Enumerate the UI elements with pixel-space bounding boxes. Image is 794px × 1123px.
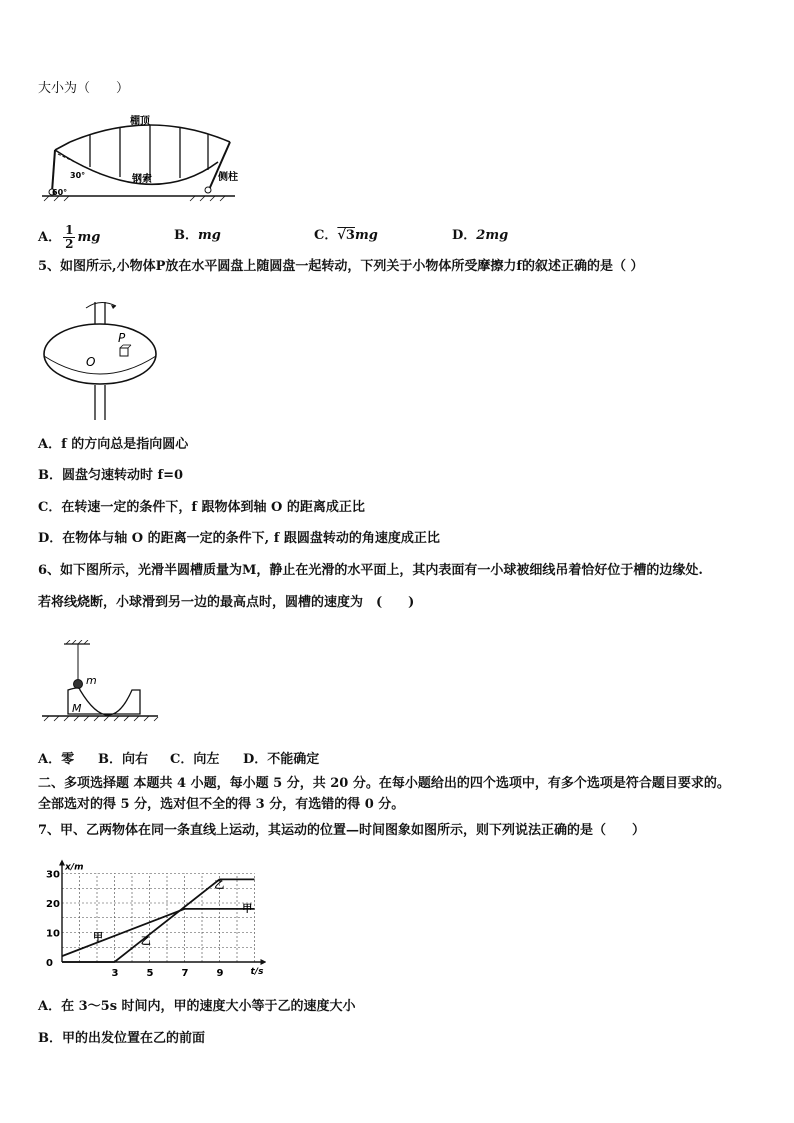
m-label: m xyxy=(86,674,97,687)
M-label: M xyxy=(72,702,82,715)
q5-disk-figure xyxy=(40,292,164,424)
q4-tail: 大小为（ ） xyxy=(38,81,130,96)
q4-option-c[interactable]: C．√3mg xyxy=(314,228,378,243)
q7-option-b[interactable]: B．甲的出发位置在乙的前面 xyxy=(38,1031,205,1046)
pillar-label: 侧柱 xyxy=(218,172,238,183)
x-tick-label: 3 xyxy=(111,968,119,979)
q4-canopy-figure xyxy=(40,112,260,204)
q6-stem-line1: 6、如下图所示，光滑半圆槽质量为M，静止在光滑的水平面上，其内表面有一小球被细线吊着恰好位于槽的边缘处. xyxy=(38,563,703,578)
q6-option-a[interactable]: A．零 xyxy=(38,752,75,767)
q6-stem-line2: 若将线烧断，小球滑到另一边的最高点时，圆槽的速度为 ( ) xyxy=(38,595,415,610)
cable-label: 钢索 xyxy=(132,174,152,185)
q6-groove-figure xyxy=(40,640,160,724)
y-tick-label: 20 xyxy=(46,899,60,910)
q5-stem: 5、如图所示,小物体P放在水平圆盘上随圆盘一起转动，下列关于小物体所受摩擦力f的叙述正确的是（ ） xyxy=(38,259,644,274)
series-label-jia-end: 甲 xyxy=(242,903,253,915)
q5-option-d[interactable]: D．在物体与轴 O 的距离一定的条件下, f 跟圆盘转动的角速度成正比 xyxy=(38,531,440,546)
y-tick-label: 10 xyxy=(46,928,60,940)
q5-option-c[interactable]: C．在转速一定的条件下，f 跟物体到轴 O 的距离成正比 xyxy=(38,500,365,515)
q4-option-a[interactable]: A． $\frac{1}{2}$ mg xyxy=(38,223,101,251)
x-tick-label: 5 xyxy=(146,968,154,979)
section2-line1: 二、多项选择题 本题共 4 小题，每小题 5 分，共 20 分。在每小题给出的四个选项中，有多个选项是符合题目要求的。 xyxy=(38,776,730,791)
q7-option-a[interactable]: A．在 3～5s 时间内，甲的速度大小等于乙的速度大小 xyxy=(38,999,356,1014)
q7-position-time-chart xyxy=(36,856,266,986)
series-label-yi-mid: 乙 xyxy=(140,936,151,948)
roof-label: 棚顶 xyxy=(130,116,150,127)
o-label: O xyxy=(86,355,96,369)
section2-line2: 全部选对的得 5 分，选对但不全的得 3 分，有选错的得 0 分。 xyxy=(38,797,405,812)
p-label: P xyxy=(118,331,126,345)
angle-30-label: 30° xyxy=(70,171,86,180)
series-label-yi-end: 乙 xyxy=(214,880,225,892)
q5-option-b[interactable]: B．圆盘匀速转动时 f=0 xyxy=(38,468,184,483)
q4-option-d[interactable]: D．2mg xyxy=(452,228,509,243)
q6-option-b[interactable]: B．向右 xyxy=(98,752,149,767)
series-line-yi xyxy=(62,879,255,962)
series-label-jia-mid: 甲 xyxy=(93,932,103,944)
q4-options xyxy=(38,216,758,252)
q5-option-a[interactable]: A．f 的方向总是指向圆心 xyxy=(38,437,189,452)
q6-option-d[interactable]: D．不能确定 xyxy=(243,752,320,767)
x-tick-label: 9 xyxy=(216,968,224,979)
q6-option-c[interactable]: C．向左 xyxy=(170,752,220,767)
x-tick-label: 7 xyxy=(181,968,189,979)
q6-options xyxy=(38,748,758,768)
y-axis-label: x/m xyxy=(65,862,84,873)
x-axis-label: t/s xyxy=(250,967,264,977)
angle-60-label: 60° xyxy=(52,188,68,197)
y-tick-label: 0 xyxy=(46,958,53,969)
q7-stem: 7、甲、乙两物体在同一条直线上运动，其运动的位置—时间图象如图所示，则下列说法正确的是（ ） xyxy=(38,823,646,838)
y-tick-label: 30 xyxy=(46,869,60,881)
q4-option-b[interactable]: B．mg xyxy=(174,228,221,243)
x-axis-arrow xyxy=(261,959,267,965)
